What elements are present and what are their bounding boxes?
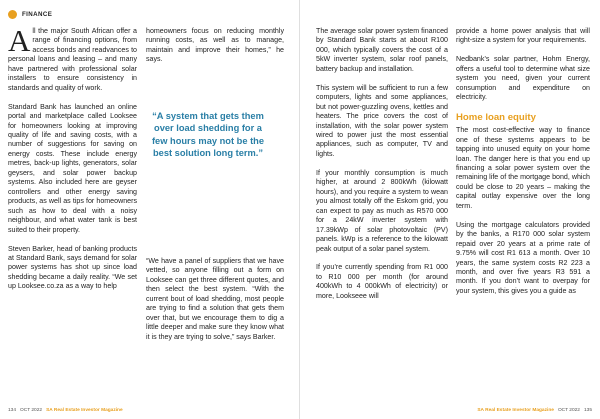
page-number: 134: [8, 408, 17, 413]
paragraph: If you’re currently spending from R1 000 to R10 000 per month (for around 400kWh to 4 000kWh of electricity) or more, Lookseee will: [316, 263, 448, 300]
magazine-name: SA Real Estate Investor Magazine: [477, 408, 554, 413]
paragraph: Standard Bank has launched an online portal and marketplace called Looksee for homeowners looking at improving quality of life and saving costs, with a number of suggestions for saving on energy costs. These include energy metres, back-up lights, generators, solar geysers, and solar power backup systems. Also included here are geyser controllers and other energy saving products, as well as tips for homeowners such as how to deal with a noisy neighbour, and what water tank is best suited to their property.: [8, 102, 137, 234]
paragraph: The most cost-effective way to finance one of these systems appears to be tapping into unused equity on your home loan. The danger here is that you end up financing a solar power system over the remaining life of the mortgage bond, which could be close to 20 years – making the capital outlay expensive over the long term.: [456, 126, 590, 210]
intro-text: ll the major South African offer a range of financing options, from access bonds and readvances to personal loans and leasing – and many have partnered with professional solar installers to ensure consistency in standards and quality of work.: [8, 27, 137, 92]
column-2-top: [146, 27, 284, 74]
page-number: 135: [583, 408, 592, 413]
paragraph: The average solar power system financed by Standard Bank starts at about R100 000, which typically covers the cost of a 5kW inverter system, solar roof panels, battery backup and installation.: [316, 27, 448, 73]
paragraph: Steven Barker, head of banking products at Standard Bank, says demand for solar power systems has shot up since load shedding became a daily reality. “We set up Looksee.co.za as a way to help: [8, 244, 137, 291]
magazine-name: SA Real Estate Investor Magazine: [46, 408, 123, 413]
column-1: [8, 23, 137, 301]
intro-paragraph: [8, 23, 137, 93]
column-2-bottom: [146, 257, 284, 352]
paragraph: Nedbank’s solar partner, Hohm Energy, offers a useful tool to determine what size system you need, given your current consumption and expenditure on electricity.: [456, 55, 590, 102]
footer-right: [477, 408, 592, 413]
section-label: FINANCE: [22, 10, 53, 18]
paragraph: Using the mortgage calculators provided by the banks, a R170 000 solar system repaid over 20 years at a prime rate of 9.75% will cost R1 613 a month. Over 10 years, the same system costs R2 223 a month, and over five years R3 591 a month. If you don’t want to overpay for your system, this gives you a guide as: [456, 220, 590, 295]
drop-cap: A: [8, 23, 31, 58]
paragraph: If your monthly consumption is much higher, at around 2 800kWh (kilowatt hours), and you require a system to wean you almost totally off the Eskom grid, you can expect to pay as much as R570 000 for a 24kW inverter system with 17.39kWp of solar photovoltaic (PV) panels. kWp is a reference to the kilowatt peak output of a solar panel system.: [316, 168, 448, 253]
issue-date: OCT 2022: [557, 408, 580, 413]
right-page: [300, 0, 600, 419]
pull-quote: “A system that gets them over load shedding for a few hours may not be the best solution long term.”: [151, 111, 265, 159]
issue-date: OCT 2022: [20, 408, 43, 413]
column-4: [456, 27, 590, 306]
section-dot-icon: [8, 10, 17, 19]
column-3: [316, 27, 448, 311]
footer-left: [8, 408, 123, 413]
subheading: Home loan equity: [456, 112, 536, 124]
paragraph: provide a home power analysis that will right-size a system for your requirements.: [456, 27, 590, 45]
paragraph: “We have a panel of suppliers that we have vetted, so anyone filling out a form on Looksee can get three different quotes, and then select the best system. “With the current bout of load shedding, most people are trying to find a solution that gets them over that, but we encourage them to dig a little deeper and make sure they know what it is they are trying to solve,” says Barker.: [146, 257, 284, 341]
section-tag: [8, 8, 52, 20]
paragraph: homeowners focus on reducing monthly running costs, as well as to manage, maintain and improve their homes,” he says.: [146, 27, 284, 64]
paragraph: This system will be sufficient to run a few computers, lights and some appliances, but not power-guzzling ovens, kettles and heaters. The price covers the cost of installation, with the solar power system wired to power just the most essential appliances, such as computer, TV and lights.: [316, 83, 448, 158]
